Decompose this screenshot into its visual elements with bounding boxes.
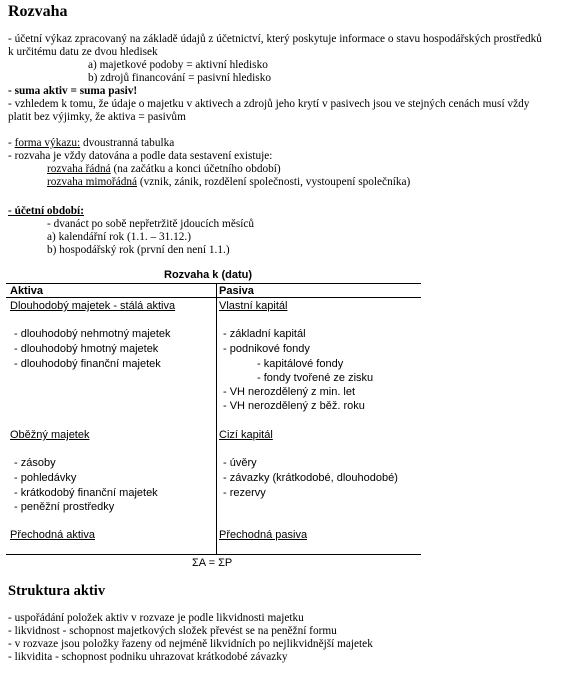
intro-line-4: b) zdrojů financování = pasivní hledisko <box>88 72 272 84</box>
pasiva-subitem: - fondy tvořené ze zisku <box>257 372 374 384</box>
rozvaha-radna-value: (na začátku a konci účetního období) <box>110 163 281 175</box>
rozvaha-mimoradna-value: (vznik, zánik, rozdělení společnosti, vystoupení společníka) <box>137 176 411 188</box>
pasiva-header: Pasiva <box>219 285 254 297</box>
pasiva-section-prechodna: Přechodná pasiva <box>219 529 308 541</box>
table-top-rule <box>6 283 421 284</box>
pasiva-item: - závazky (krátkodobé, dlouhodobé) <box>223 472 398 484</box>
pasiva-item: - rezervy <box>223 487 266 499</box>
intro-line-1: - účetní výkaz zpracovaný na základě údajů z účetnictví, který poskytuje informace o stavu hospodářských prostředků <box>8 33 542 45</box>
table-header-rule <box>6 297 421 298</box>
table-caption: Rozvaha k (datu) <box>164 269 253 281</box>
pasiva-section-vlastni: Vlastní kapitál <box>219 300 288 312</box>
forma-dash: - <box>8 137 15 149</box>
table-bottom-rule <box>6 554 421 555</box>
aktiva-item: - pohledávky <box>14 472 77 484</box>
section-title-struktura: Struktura aktiv <box>8 583 106 599</box>
forma-line <box>8 137 174 150</box>
balance-equation: ΣA = ΣP <box>192 557 233 569</box>
rozvaha-mimoradna-label: rozvaha mimořádná <box>47 176 138 188</box>
intro-line-7: platit bez výjimky, že aktiva = pasivům <box>8 111 186 123</box>
pasiva-item: - podnikové fondy <box>223 343 310 355</box>
aktiva-item: - krátkodobý finanční majetek <box>14 487 158 499</box>
aktiva-item: - dlouhodobý finanční majetek <box>14 358 161 370</box>
table-divider <box>216 283 217 555</box>
aktiva-item: - zásoby <box>14 457 56 469</box>
aktiva-section-prechodna: Přechodná aktiva <box>10 529 95 541</box>
forma-label: forma výkazu: <box>14 137 81 149</box>
pasiva-item: - VH nerozdělený z min. let <box>223 386 356 398</box>
aktiva-item: - dlouhodobý hmotný majetek <box>14 343 159 355</box>
aktiva-section-obezny: Oběžný majetek <box>10 429 90 441</box>
struktura-line-2: - likvidnost - schopnost majetkových složek převést se na peněžní formu <box>8 625 337 637</box>
pasiva-item: - VH nerozdělený z běž. roku <box>223 400 365 412</box>
aktiva-header: Aktiva <box>10 285 44 297</box>
struktura-line-1: - uspořádání položek aktiv v rozvaze je podle likvidnosti majetku <box>8 612 304 624</box>
rozvaha-radna <box>47 163 281 176</box>
pasiva-section-cizi: Cizí kapitál <box>219 429 273 441</box>
rozvaha-mimoradna <box>47 176 410 189</box>
aktiva-section-dlouhodoby: Dlouhodobý majetek - stálá aktiva <box>10 300 176 312</box>
pasiva-item: - úvěry <box>223 457 257 469</box>
forma-line-2: - rozvaha je vždy datována a podle data sestavení existuje: <box>8 150 273 162</box>
forma-value: dvoustranná tabulka <box>80 137 175 149</box>
intro-line-3: a) majetkové podoby = aktivní hledisko <box>88 59 268 71</box>
struktura-line-3: - v rozvaze jsou položky řazeny od nejméně likvidních po nejlikvidnější majetek <box>8 638 373 650</box>
intro-line-6: - vzhledem k tomu, že údaje o majetku v aktivech a zdrojů jeho krytí v pasivech jsou ve stejných cenách musí vždy <box>8 98 530 110</box>
obdobi-line-3: b) hospodářský rok (první den není 1.1.) <box>47 244 230 256</box>
aktiva-item: - dlouhodobý nehmotný majetek <box>14 328 171 340</box>
intro-line-2: k určitému datu ze dvou hledisek <box>8 46 158 58</box>
obdobi-line-2: a) kalendářní rok (1.1. – 31.12.) <box>47 231 191 243</box>
page-title: Rozvaha <box>8 3 68 20</box>
pasiva-item: - základní kapitál <box>223 328 306 340</box>
obdobi-line-1: - dvanáct po sobě nepřetržitě jdoucích měsíců <box>47 218 255 230</box>
intro-line-5: - suma aktiv = suma pasiv! <box>8 85 138 97</box>
rozvaha-radna-label: rozvaha řádná <box>47 163 111 175</box>
pasiva-subitem: - kapitálové fondy <box>257 358 344 370</box>
struktura-line-4: - likvidita - schopnost podniku uhrazovat krátkodobé závazky <box>8 651 288 663</box>
obdobi-label: - účetní období: <box>8 205 84 217</box>
aktiva-item: - peněžní prostředky <box>14 501 115 513</box>
